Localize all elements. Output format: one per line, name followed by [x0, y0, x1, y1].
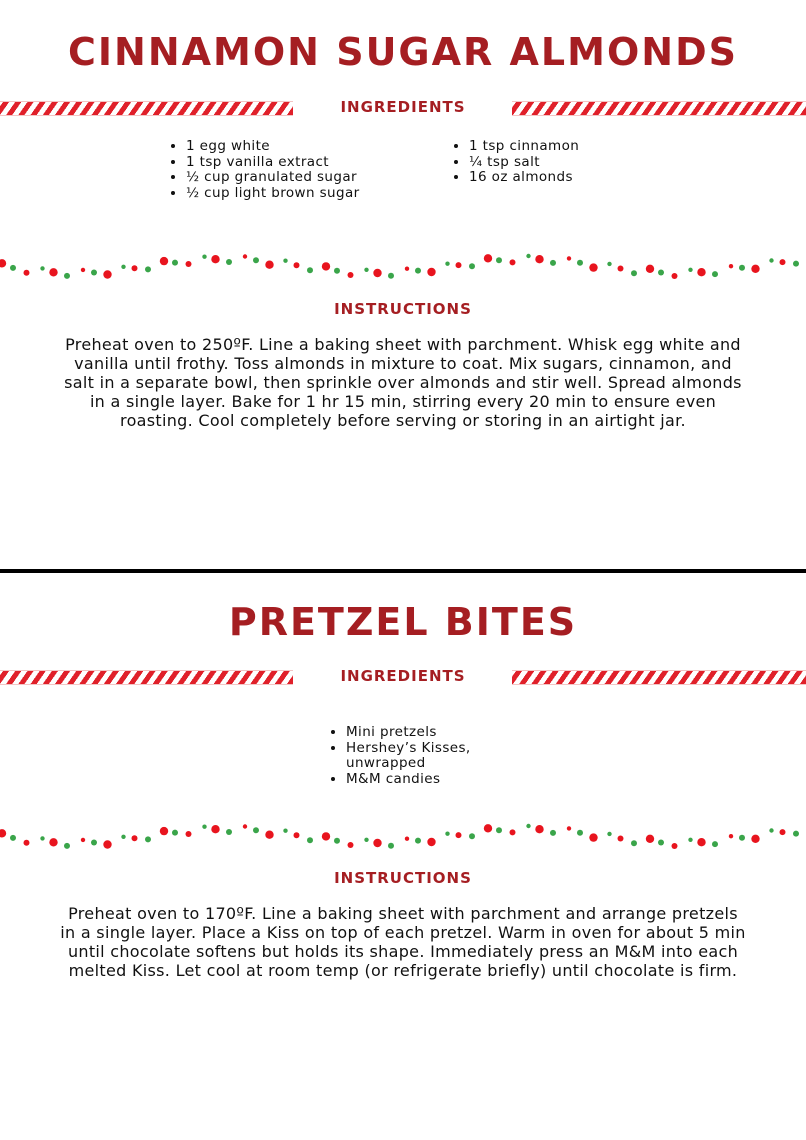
confetti-dots-garland: [0, 248, 806, 288]
confetti-dot: [577, 830, 583, 836]
confetti-dot: [780, 829, 786, 835]
confetti-dot: [40, 266, 44, 270]
confetti-dot: [24, 840, 30, 846]
confetti-dot: [334, 268, 340, 274]
confetti-dot: [607, 832, 611, 836]
confetti-dot: [712, 271, 718, 277]
ingredient-item: • 1 egg white: [186, 139, 426, 155]
ingredient-item: • 1 tsp vanilla extract: [186, 155, 426, 171]
confetti-dot: [658, 840, 664, 846]
ingredient-item: • M&M candies: [346, 772, 506, 788]
confetti-dot: [186, 831, 192, 837]
confetti-dot: [456, 262, 462, 268]
confetti-dot: [697, 838, 705, 846]
confetti-dot: [415, 268, 421, 274]
confetti-dot: [427, 838, 435, 846]
confetti-dot: [160, 257, 168, 265]
confetti-dot: [364, 268, 368, 272]
confetti-dot: [526, 824, 530, 828]
ingredients-list-col2: [451, 139, 669, 186]
confetti-dot: [672, 843, 678, 849]
confetti-dot: [751, 265, 759, 273]
confetti-dot: [535, 825, 543, 833]
confetti-dot: [484, 824, 492, 832]
confetti-dot: [688, 268, 692, 272]
confetti-dot: [688, 838, 692, 842]
ingredient-item: • 16 oz almonds: [469, 170, 669, 186]
confetti-dot: [567, 826, 571, 830]
confetti-dot: [739, 835, 745, 841]
confetti-dot: [226, 259, 232, 265]
confetti-dot: [10, 835, 16, 841]
confetti-dot: [769, 828, 773, 832]
confetti-dot: [211, 825, 219, 833]
confetti-dot: [415, 838, 421, 844]
confetti-dot: [132, 835, 138, 841]
confetti-dot: [672, 273, 678, 279]
instructions-heading: INSTRUCTIONS: [334, 869, 472, 887]
confetti-dot: [445, 262, 449, 266]
confetti-dot: [484, 254, 492, 262]
confetti-dot: [81, 838, 85, 842]
ingredient-item: • ½ cup light brown sugar: [186, 186, 426, 202]
confetti-dot: [793, 261, 799, 267]
confetti-dot: [697, 268, 705, 276]
confetti-dot: [226, 829, 232, 835]
confetti-dot: [631, 270, 637, 276]
recipe-title: PRETZEL BITES: [228, 600, 578, 644]
card-divider: [0, 569, 806, 573]
confetti-dot: [121, 265, 125, 269]
confetti-dot: [535, 255, 543, 263]
confetti-dot: [64, 273, 70, 279]
confetti-dot: [64, 843, 70, 849]
confetti-dot: [405, 267, 409, 271]
confetti-dot: [307, 267, 313, 273]
confetti-dot: [132, 265, 138, 271]
confetti-dot: [751, 835, 759, 843]
instructions-heading: INSTRUCTIONS: [334, 300, 472, 318]
confetti-dot: [780, 259, 786, 265]
recipe-card-pretzel-bites: [0, 576, 806, 1140]
confetti-dot: [373, 839, 381, 847]
confetti-dot: [388, 273, 394, 279]
confetti-dot: [172, 260, 178, 266]
confetti-dot: [577, 260, 583, 266]
confetti-dot: [253, 827, 259, 833]
confetti-dot: [631, 840, 637, 846]
confetti-dot: [373, 269, 381, 277]
confetti-dot: [294, 832, 300, 838]
confetti-dot: [607, 262, 611, 266]
confetti-dot: [103, 270, 111, 278]
instructions-text: Preheat oven to 250ºF. Line a baking sheet with parchment. Whisk egg white and vanilla until frothy. Toss almonds in mixture to coat. Mix sugars, cinnamon, and salt in a separate bowl, then sprinkle over almonds and stir well. Spread almonds in a single layer. Bake for 1 hr 15 min, stirring every 20 min to ensure even roasting. Cool completely before serving or storing in an airtight jar.: [64, 335, 742, 430]
confetti-dot: [567, 256, 571, 260]
confetti-dot: [202, 255, 206, 259]
confetti-dot: [589, 833, 597, 841]
confetti-dot: [91, 270, 97, 276]
confetti-dot: [510, 829, 516, 835]
ingredients-list: [328, 725, 506, 787]
confetti-dot: [334, 838, 340, 844]
confetti-dot: [322, 832, 330, 840]
confetti-dot: [145, 836, 151, 842]
ingredient-item: • ½ cup granulated sugar: [186, 170, 426, 186]
ingredients-heading: INGREDIENTS: [340, 98, 466, 116]
confetti-dot: [712, 841, 718, 847]
confetti-dot: [103, 840, 111, 848]
confetti-dot: [739, 265, 745, 271]
ingredients-list-col1: [168, 139, 426, 201]
confetti-dot: [172, 830, 178, 836]
confetti-dot: [186, 261, 192, 267]
confetti-dot: [388, 843, 394, 849]
confetti-dot: [294, 262, 300, 268]
confetti-dot: [646, 265, 654, 273]
confetti-dot: [10, 265, 16, 271]
confetti-dot: [348, 842, 354, 848]
confetti-dot: [307, 837, 313, 843]
confetti-dot: [469, 263, 475, 269]
confetti-dot: [729, 834, 733, 838]
confetti-dot: [49, 838, 57, 846]
confetti-dot: [793, 831, 799, 837]
confetti-dot: [526, 254, 530, 258]
confetti-dot: [427, 268, 435, 276]
confetti-dot: [550, 830, 556, 836]
instructions-text: Preheat oven to 170ºF. Line a baking sheet with parchment and arrange pretzels in a single layer. Place a Kiss on top of each pretzel. Warm in oven for about 5 min until chocolate softens but holds its shape. Immediately press an M&M into each melted Kiss. Let cool at room temp (or refrigerate briefly) until chocolate is firm.: [60, 904, 746, 980]
confetti-dot: [265, 261, 273, 269]
confetti-dot: [496, 827, 502, 833]
confetti-dot: [322, 262, 330, 270]
confetti-dot: [160, 827, 168, 835]
ingredients-heading: INGREDIENTS: [340, 667, 466, 685]
confetti-dot: [469, 833, 475, 839]
confetti-dot: [618, 266, 624, 272]
candy-cane-stripe-right: [512, 101, 806, 116]
confetti-dot: [91, 840, 97, 846]
confetti-dot: [40, 836, 44, 840]
confetti-dot: [243, 824, 247, 828]
confetti-dot: [364, 838, 368, 842]
confetti-dot: [729, 264, 733, 268]
confetti-dot: [243, 254, 247, 258]
confetti-dots-garland: [0, 818, 806, 858]
confetti-dot: [769, 258, 773, 262]
confetti-dot: [0, 259, 6, 267]
confetti-dot: [49, 268, 57, 276]
confetti-dot: [445, 832, 449, 836]
confetti-dot: [211, 255, 219, 263]
confetti-dot: [253, 257, 259, 263]
confetti-dot: [658, 270, 664, 276]
confetti-dot: [589, 263, 597, 271]
confetti-dot: [81, 268, 85, 272]
confetti-dot: [456, 832, 462, 838]
confetti-dot: [145, 266, 151, 272]
ingredient-item: • Mini pretzels: [346, 725, 506, 741]
confetti-dot: [202, 825, 206, 829]
confetti-dot: [646, 835, 654, 843]
confetti-dot: [405, 837, 409, 841]
confetti-dot: [510, 259, 516, 265]
confetti-dot: [618, 836, 624, 842]
confetti-dot: [24, 270, 30, 276]
ingredient-item: • Hershey’s Kisses, unwrapped: [346, 741, 506, 772]
ingredient-item: • ¼ tsp salt: [469, 155, 669, 171]
ingredient-item: • 1 tsp cinnamon: [469, 139, 669, 155]
recipe-title: CINNAMON SUGAR ALMONDS: [68, 30, 738, 74]
confetti-dot: [121, 835, 125, 839]
confetti-dot: [283, 259, 287, 263]
confetti-dot: [265, 831, 273, 839]
confetti-dot: [348, 272, 354, 278]
confetti-dot: [283, 829, 287, 833]
confetti-dot: [0, 829, 6, 837]
confetti-dot: [496, 257, 502, 263]
candy-cane-stripe-right: [512, 670, 806, 685]
confetti-dot: [550, 260, 556, 266]
